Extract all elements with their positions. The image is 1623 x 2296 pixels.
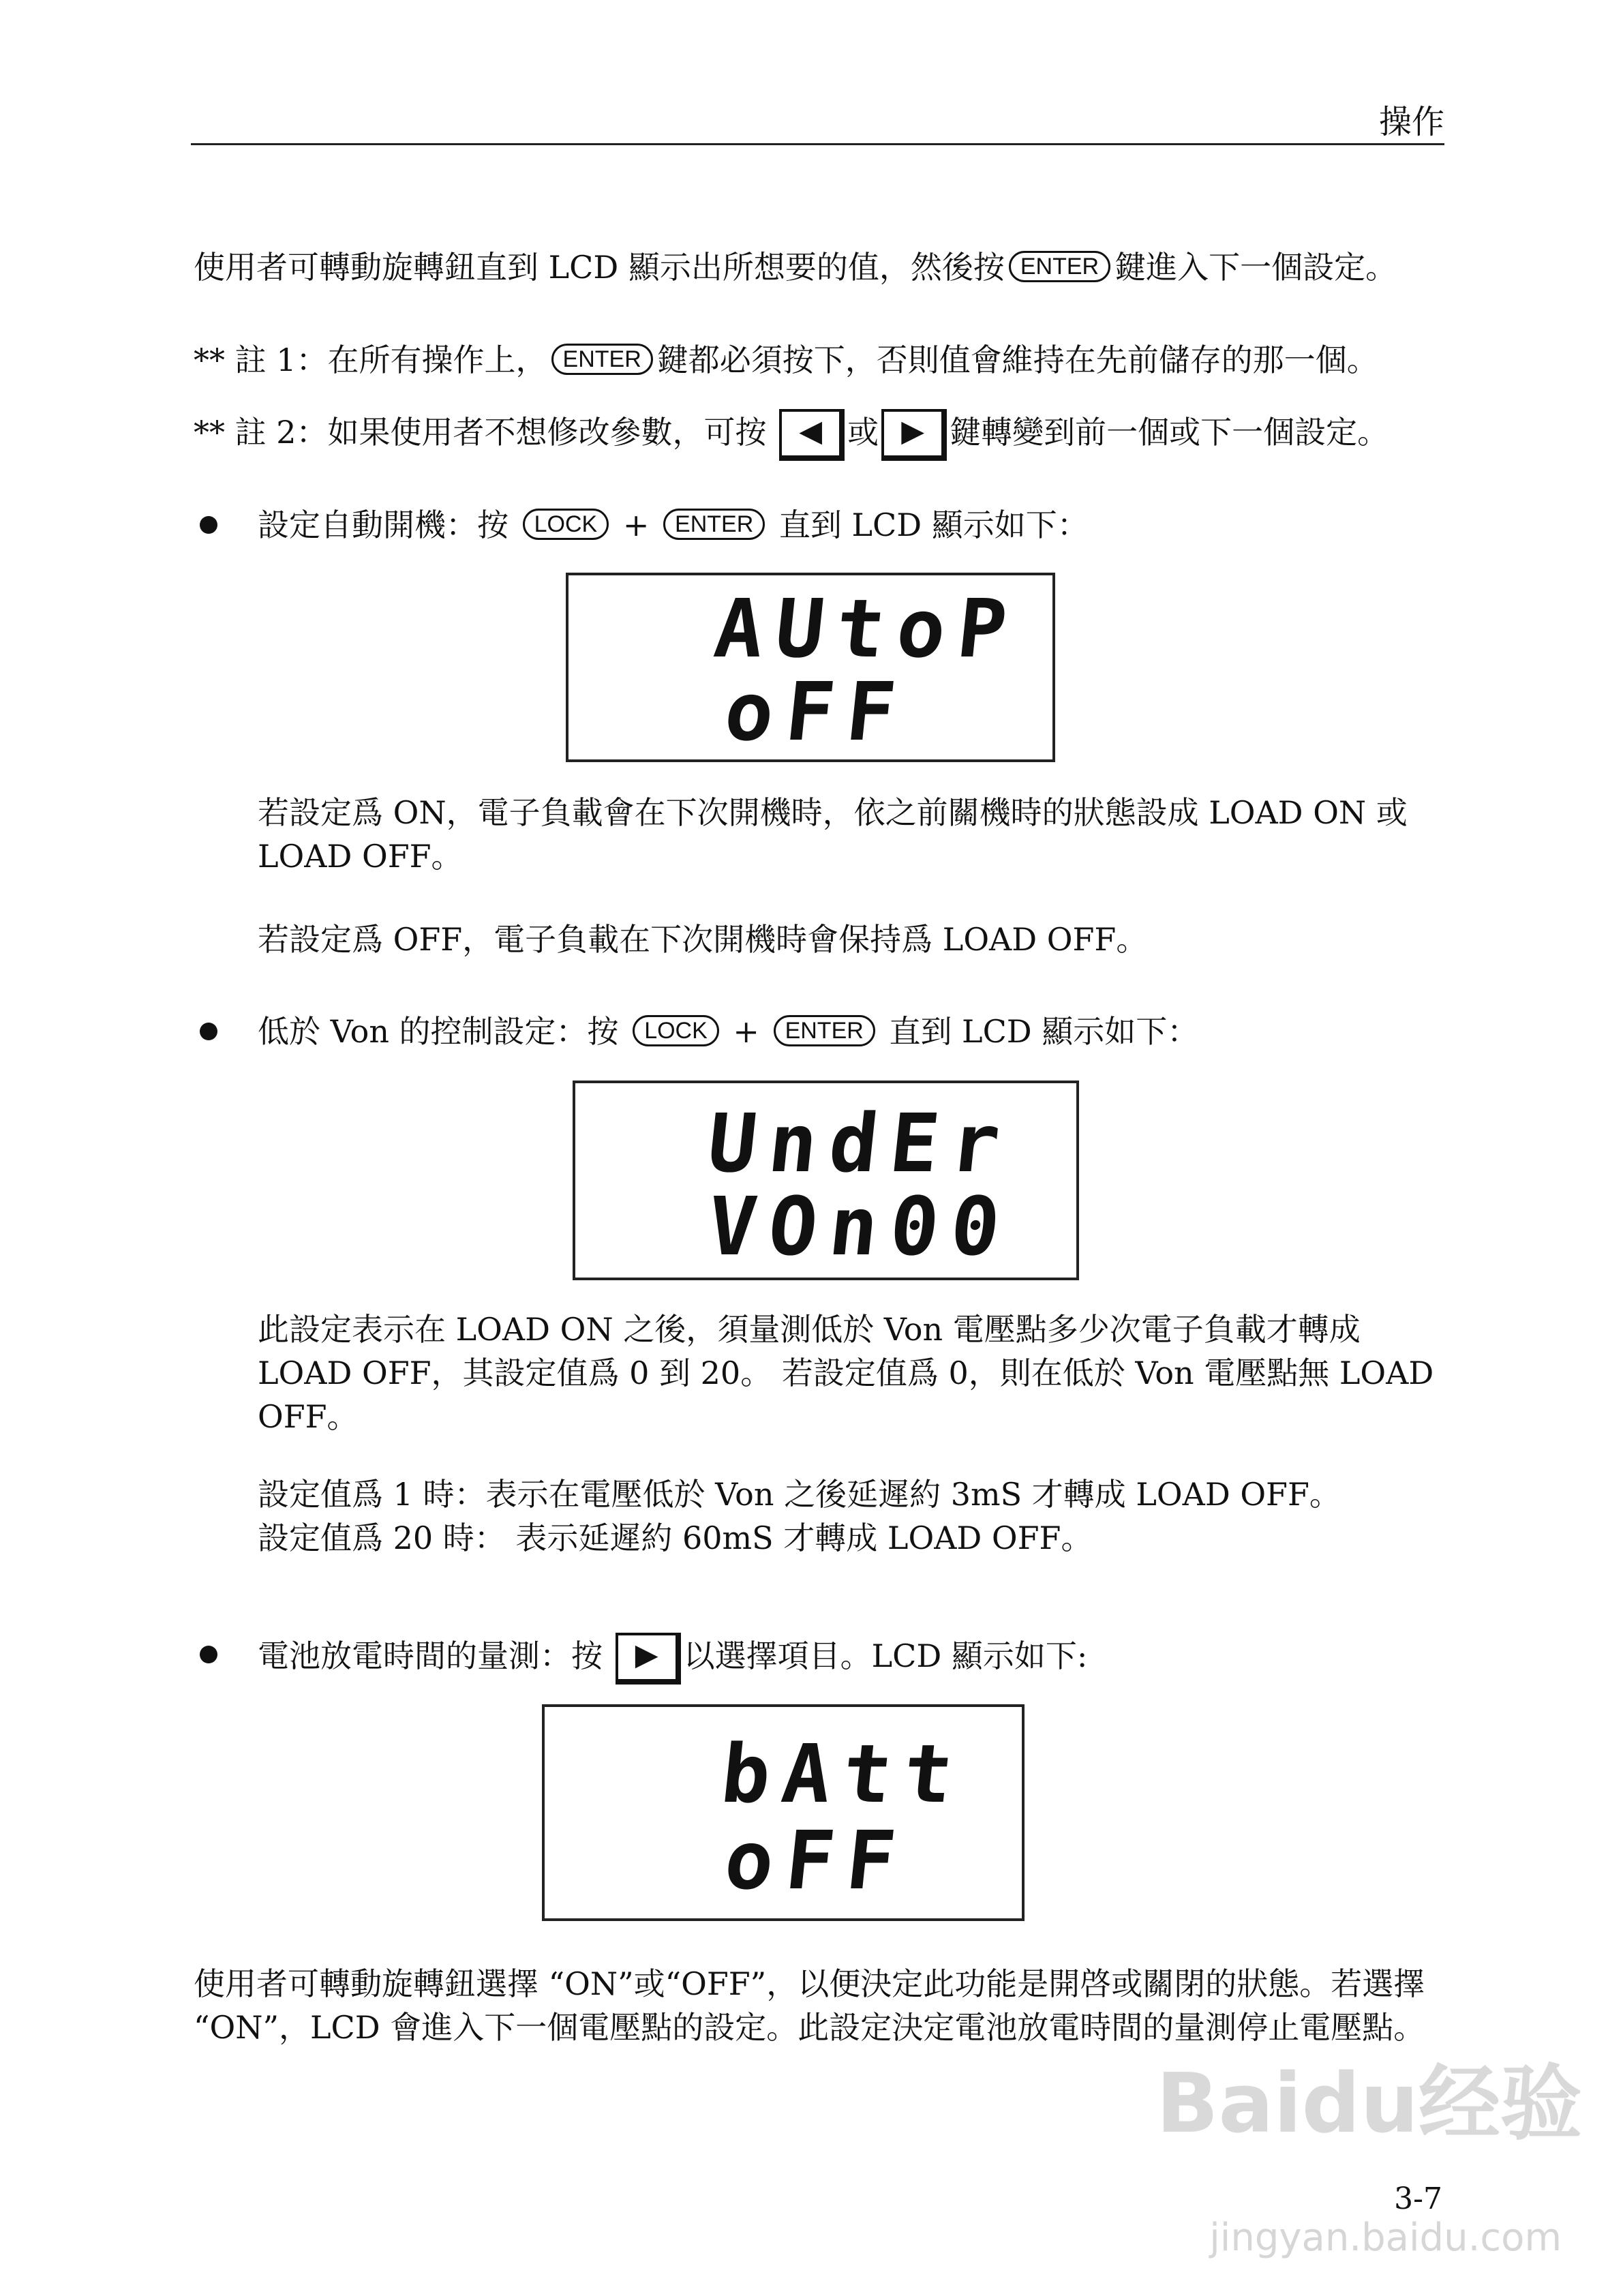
header-title: 操作 — [1378, 103, 1444, 141]
plus-sign: + — [622, 507, 650, 543]
section-3-after: 以選擇項目。LCD 顯示如下: — [683, 1637, 1088, 1674]
lcd-display-autop — [566, 573, 1055, 762]
section-2-lead: 低於 Von 的控制設定：按 — [258, 1013, 619, 1050]
bullet-icon — [200, 516, 217, 534]
plus-sign: + — [733, 1013, 759, 1050]
note-2-prefix: ** 註 2：如果使用者不想修改參數，可按 — [194, 414, 767, 451]
section-1-desc-2: 若設定爲 OFF，電子負載在下次開機時會保持爲 LOAD OFF。 — [258, 921, 1148, 958]
lcd-display-under — [573, 1081, 1079, 1280]
page-number: 3-7 — [1394, 2181, 1442, 2216]
header-rule — [191, 143, 1444, 145]
section-1-desc-1: 若設定爲 ON，電子負載會在下次開機時，依之前關機時的狀態設成 LOAD ON 或 LOAD OFF。 — [258, 794, 1408, 875]
section-2-desc-1: 此設定表示在 LOAD ON 之後，須量測低於 Von 電壓點多少次電子負載才轉成 LOAD OFF，其設定值爲 0 到 20。 若設定值爲 0，則在低於 Von 電壓點無 LOAD OFF。 — [258, 1311, 1434, 1435]
enter-key-icon: ENTER — [1009, 251, 1110, 282]
lcd-display-batt — [542, 1704, 1025, 1921]
watermark-url: jingyan.baidu.com — [1209, 2216, 1562, 2260]
baidu-jingyan-watermark: Baidu经验 — [1156, 2057, 1582, 2151]
section-1-heading — [258, 503, 1089, 547]
enter-key-icon: ENTER — [663, 509, 765, 540]
lock-key-icon: LOCK — [633, 1015, 719, 1046]
lcd-line-1: bAtt — [716, 1727, 970, 1821]
lcd-line-1: UndEr — [703, 1096, 1017, 1190]
section-3-heading — [258, 1633, 1087, 1685]
lock-key-icon: LOCK — [523, 509, 609, 540]
section-3-lead: 電池放電時間的量測：按 — [258, 1637, 603, 1674]
intro-paragraph — [194, 245, 1397, 289]
note-1 — [194, 338, 1378, 382]
intro-text-before: 使用者可轉動旋轉鈕直到 LCD 顯示出所想要的值，然後按 — [194, 249, 1005, 286]
note-2 — [194, 409, 1389, 461]
note-2-text: 鍵轉變到前一個或下一個設定。 — [950, 414, 1389, 451]
note-1-prefix: ** 註 1：在所有操作上， — [194, 342, 547, 378]
lcd-line-2: oFF — [720, 1813, 913, 1907]
note-2-or: 或 — [847, 414, 879, 451]
section-3-desc: 使用者可轉動旋轉鈕選擇 “ON”或“OFF”，以便決定此功能是開啓或關閉的狀態。若選擇 “ON”，LCD 會進入下一個電壓點的設定。此設定決定電池放電時間的量測停止電壓點。 — [194, 1965, 1425, 2046]
note-1-text: 鍵都必須按下，否則值會維持在先前儲存的那一個。 — [656, 342, 1378, 378]
enter-key-icon: ENTER — [774, 1015, 875, 1046]
bullet-icon — [200, 1646, 217, 1663]
lcd-line-1: AUtoP — [710, 581, 1024, 676]
right-arrow-key-icon: ▶ — [616, 1633, 681, 1685]
section-2-heading — [258, 1010, 1198, 1053]
section-1-after: 直到 LCD 顯示如下： — [778, 507, 1089, 543]
section-2-desc-2: 設定值爲 1 時：表示在電壓低於 Von 之後延遲約 3mS 才轉成 LOAD OFF。 — [258, 1476, 1341, 1513]
lcd-line-2: oFF — [720, 665, 913, 759]
section-2-after: 直到 LCD 顯示如下： — [889, 1013, 1199, 1050]
section-1-lead: 設定自動開機：按 — [258, 507, 509, 543]
intro-text-after: 鍵進入下一個設定。 — [1114, 249, 1397, 286]
lcd-line-2: VOn00 — [703, 1179, 1017, 1273]
section-2-desc-3: 設定值爲 20 時： 表示延遲約 60mS 才轉成 LOAD OFF。 — [258, 1520, 1093, 1556]
enter-key-icon: ENTER — [551, 344, 653, 375]
right-arrow-key-icon: ▶ — [881, 409, 947, 461]
bullet-icon — [200, 1023, 217, 1040]
left-arrow-key-icon: ◀ — [779, 409, 845, 461]
